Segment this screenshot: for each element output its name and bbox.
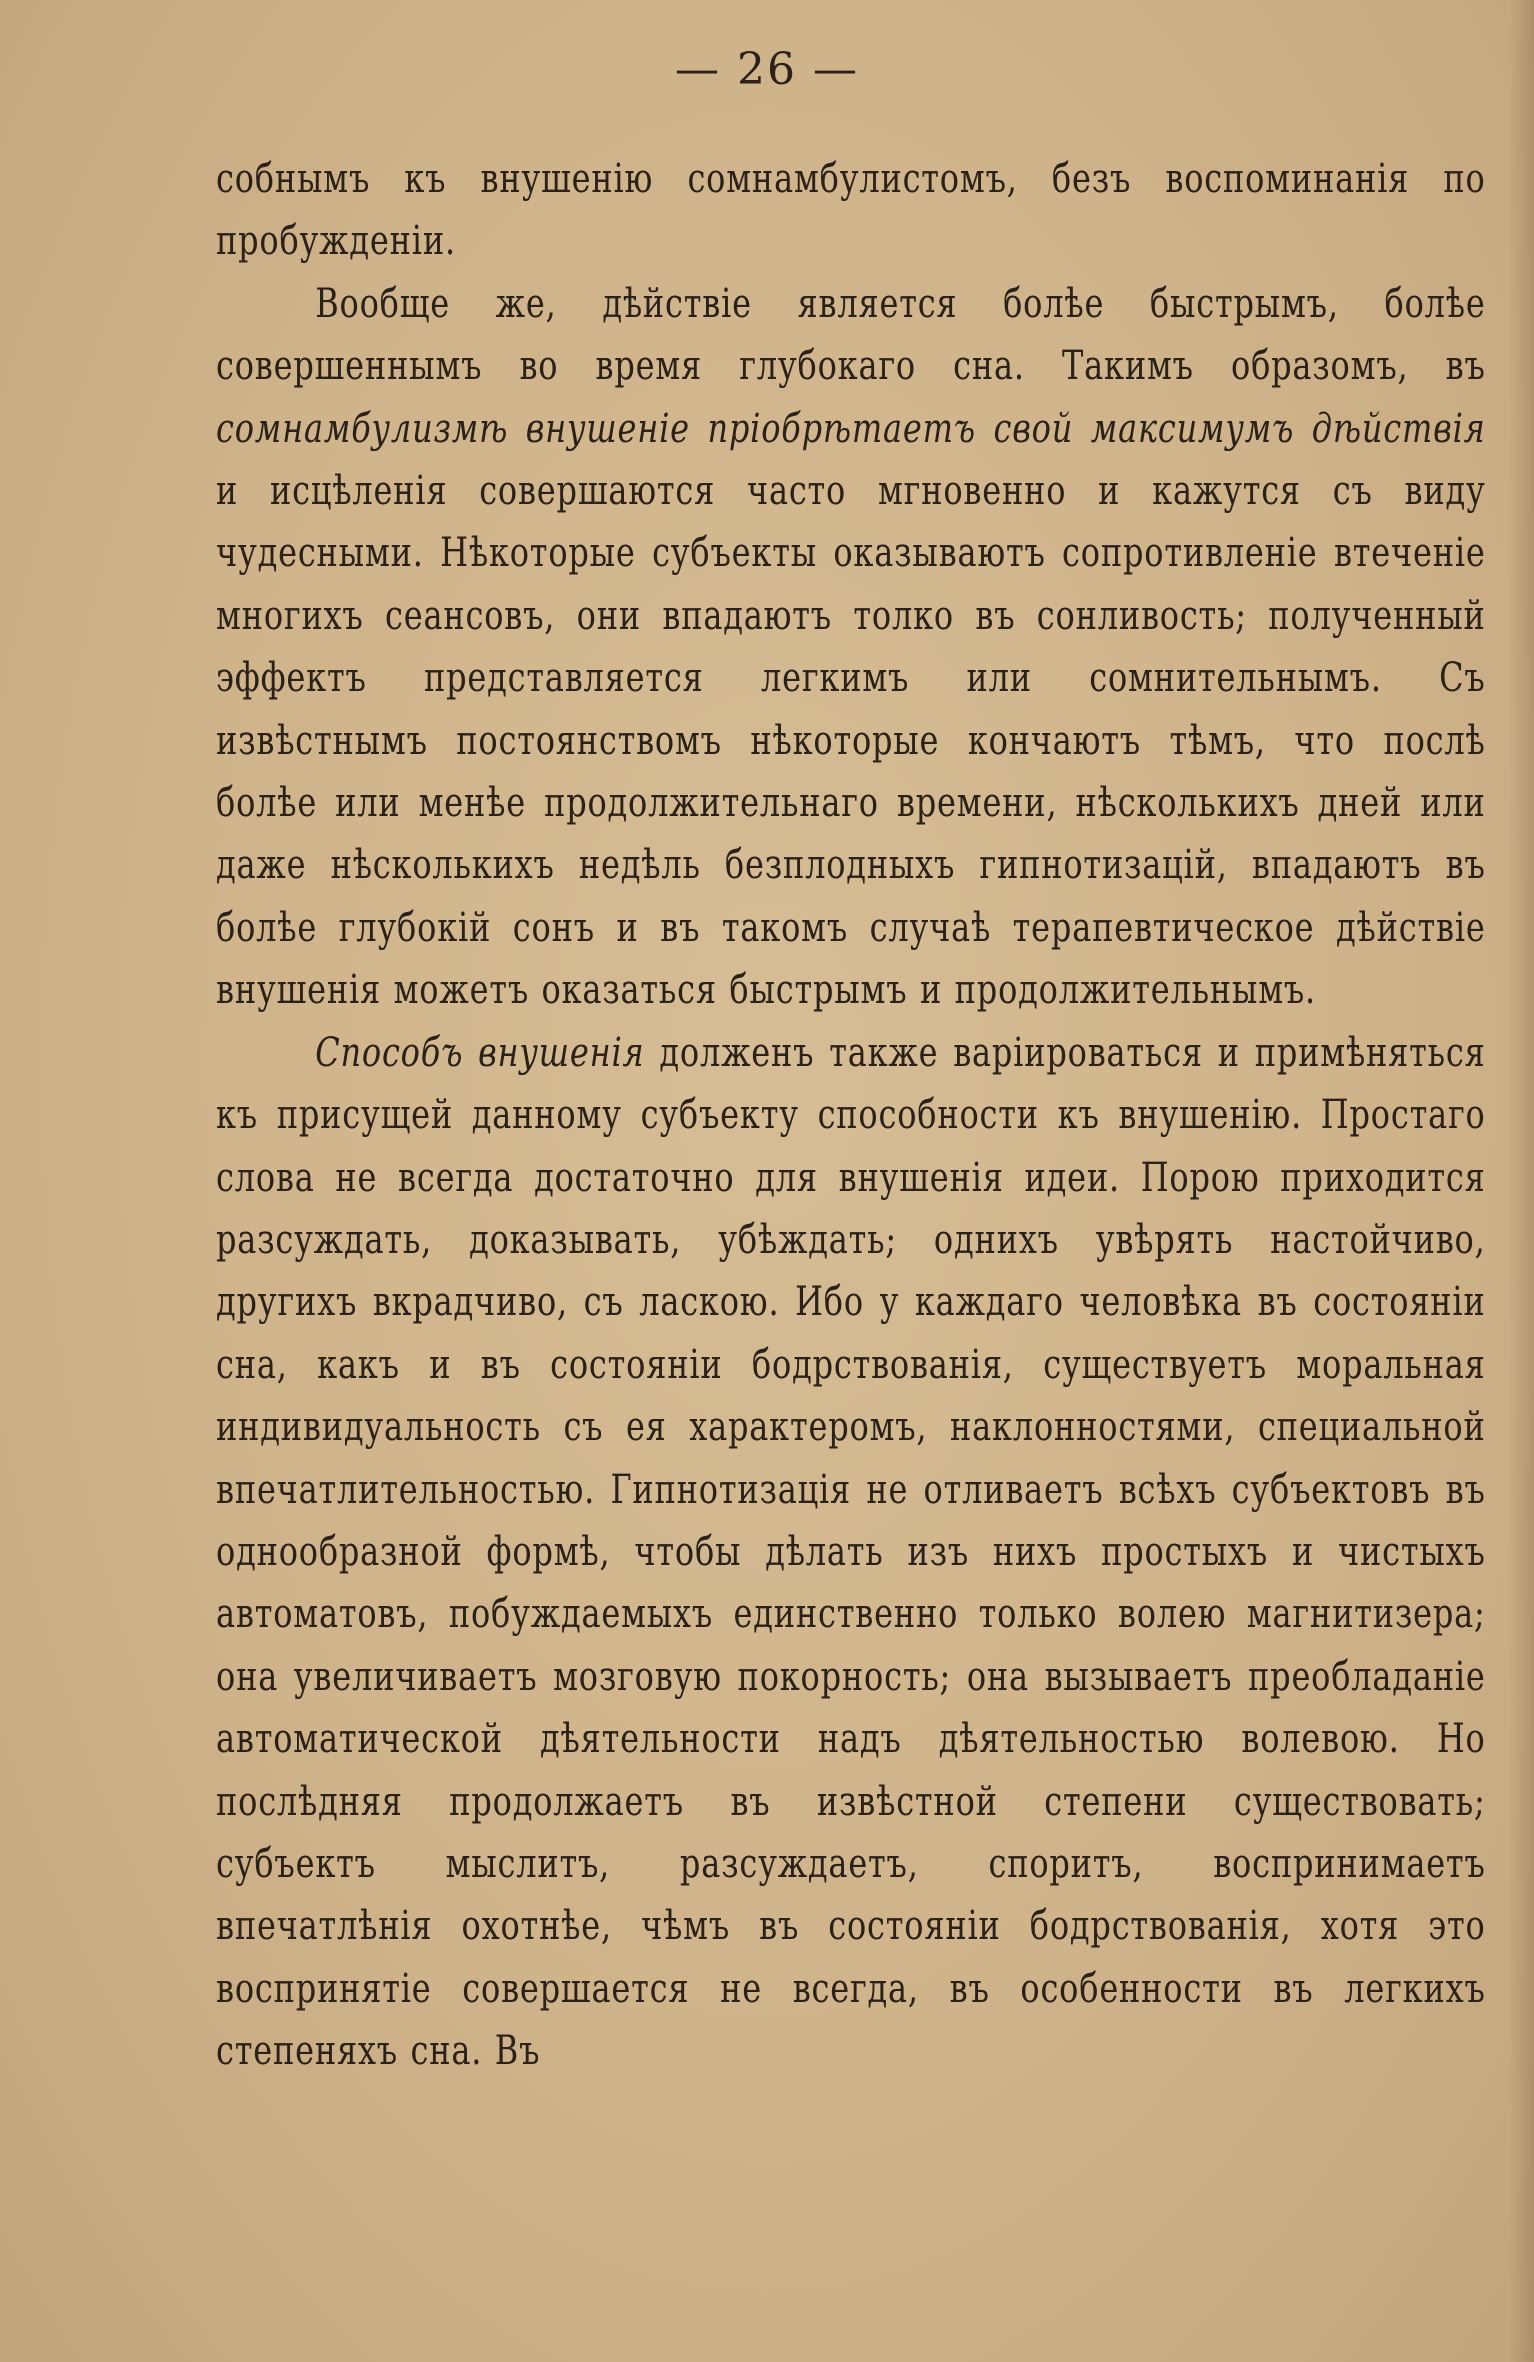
paragraph-3-emphasis: Способъ внушенія: [315, 1029, 645, 1076]
paragraph-2-text-b: и исцѣленія совершаются часто мгновенно и кажутся съ виду чудесными. Нѣкоторые субъекты оказываютъ сопротивленіе втеченіе многихъ сеансовъ, они впадаютъ толко въ сонливость; полученный эффектъ представляется легкимъ или сомнительнымъ. Съ извѣстнымъ постоянствомъ нѣкоторые кончаютъ тѣмъ, что послѣ болѣе или менѣе продолжительнаго времени, нѣсколькихъ дней или даже нѣсколькихъ недѣль безплодныхъ гипнотизацій, впадаютъ въ болѣе глубокій сонъ и въ такомъ случаѣ терапевтическое дѣйствіе внушенія можетъ оказаться быстрымъ и продолжительнымъ.: [216, 468, 1486, 1014]
paragraph-1-text: собнымъ къ внушенію сомнамбулистомъ, безъ воспоминанія по пробужденіи.: [216, 156, 1486, 265]
paragraph-2-emphasis: сомнамбулизмѣ внушеніе пріобрѣтаетъ свой максимумъ дѣйствія: [216, 405, 1486, 452]
paragraph-3-text: долженъ также варіироваться и примѣняться къ присущей данному субъекту способности къ внушенію. Простаго слова не всегда достаточно для внушенія идеи. Порою приходится разсуждать, доказывать, убѣждать; однихъ увѣрять настойчиво, другихъ вкрадчиво, съ ласкою. Ибо у каждаго человѣка въ состояніи сна, какъ и въ состояніи бодрствованія, существуетъ моральная индивидуальность съ ея характеромъ, наклонностями, специальной впечатлительностью. Гипнотизація не отливаетъ всѣхъ субъектовъ въ однообразной формѣ, чтобы дѣлать изъ нихъ простыхъ и чистыхъ автоматовъ, побуждаемыхъ единственно только волею магнитизера; она увеличиваетъ мозговую покорность; она вызываетъ преобладаніе автоматической дѣятельности надъ дѣятельностью волевою. Но послѣдняя продолжаетъ въ извѣстной степени существовать; субъектъ мыслитъ, разсуждаетъ, споритъ, воспринимаетъ впечатлѣнія охотнѣе, чѣмъ въ состояніи бодрствованія, хотя это воспринятіе совершается не всегда, въ особенности въ легкихъ степеняхъ сна. Въ: [216, 1029, 1486, 2075]
paragraph-1: [216, 148, 1486, 273]
paragraph-2-text-a: Вообще же, дѣйствіе является болѣе быстрымъ, болѣе совершеннымъ во время глубокаго сна. Такимъ образомъ, въ: [216, 280, 1486, 390]
page-edge-shadow: [1508, 0, 1534, 2362]
paragraph-3: [216, 1022, 1486, 2083]
page-number: — 26 —: [675, 44, 859, 95]
paragraph-2: [216, 273, 1486, 1022]
body-text: [216, 148, 1486, 2083]
